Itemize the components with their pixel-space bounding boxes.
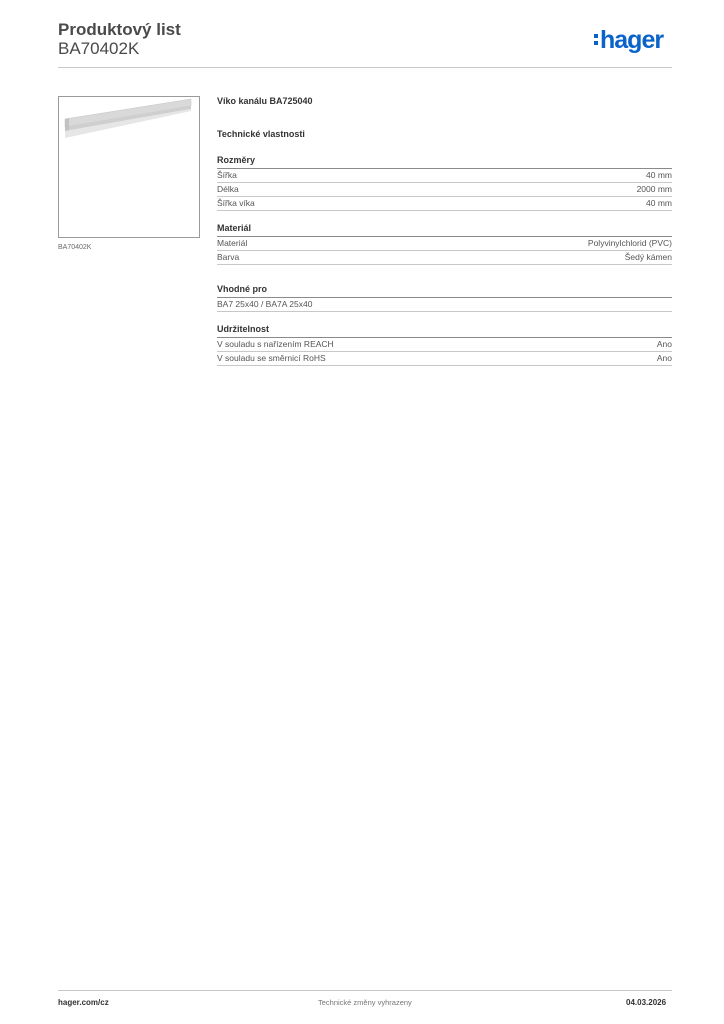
cover-profile-icon — [59, 97, 199, 237]
spec-value: Ano — [656, 353, 672, 363]
spec-content — [217, 96, 672, 377]
document-title: Produktový list — [58, 20, 181, 39]
spec-value: Polyvinylchlorid (PVC) — [587, 238, 672, 248]
spec-label: Materiál — [217, 238, 248, 248]
footer-disclaimer: Technické změny vyhrazeny — [318, 998, 412, 1007]
section-title: Materiál — [217, 222, 672, 237]
spec-row — [217, 338, 672, 352]
spec-label: Šířka víka — [217, 198, 255, 208]
spec-row — [217, 251, 672, 265]
spec-label: Barva — [217, 252, 240, 262]
footer-date: 04.03.2026 — [626, 998, 667, 1007]
section-dimensions — [217, 154, 672, 211]
product-code: BA70402K — [58, 39, 140, 58]
spec-row — [217, 169, 672, 183]
spec-row — [217, 298, 672, 312]
section-title: Vhodné pro — [217, 283, 672, 298]
spec-value: 40 mm — [646, 170, 672, 180]
product-title: Víko kanálu BA725040 — [217, 96, 313, 106]
spec-label: Šířka — [217, 170, 237, 180]
spec-row — [217, 237, 672, 251]
footer-website-link[interactable]: hager.com/cz — [58, 998, 109, 1007]
spec-row — [217, 197, 672, 211]
spec-label: BA7 25x40 / BA7A 25x40 — [217, 299, 313, 309]
section-title: Rozměry — [217, 154, 672, 169]
logo-dots-icon — [594, 34, 598, 45]
spec-value: 40 mm — [646, 198, 672, 208]
spec-row — [217, 183, 672, 197]
header-divider — [58, 67, 672, 68]
spec-value: 2000 mm — [636, 184, 672, 194]
spec-row — [217, 352, 672, 366]
product-image — [58, 96, 200, 238]
spec-label: Délka — [217, 184, 239, 194]
image-caption: BA70402K — [58, 244, 92, 251]
section-suitable-for — [217, 283, 672, 312]
spec-value: Ano — [656, 339, 672, 349]
logo-text: hager — [600, 26, 664, 54]
hager-logo — [594, 26, 663, 56]
spec-label: V souladu se směrnicí RoHS — [217, 353, 326, 363]
section-sustainability — [217, 323, 672, 366]
section-material — [217, 222, 672, 265]
footer-divider — [58, 990, 672, 991]
spec-label: V souladu s nařízením REACH — [217, 339, 334, 349]
technical-properties-heading: Technické vlastnosti — [217, 129, 305, 139]
section-title: Udržitelnost — [217, 323, 672, 338]
spec-value: Šedý kámen — [624, 252, 672, 262]
